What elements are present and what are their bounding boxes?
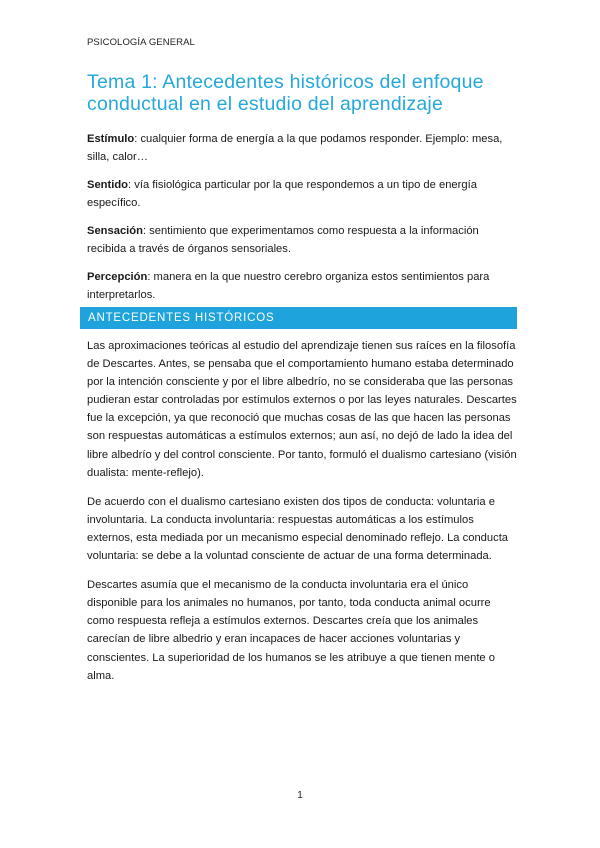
definition-item [87,222,517,258]
section-body [87,337,517,696]
page-title: Tema 1: Antecedentes históricos del enfoque conductual en el estudio del aprendizaje [87,71,484,115]
paragraph: De acuerdo con el dualismo cartesiano existen dos tipos de conducta: voluntaria e involuntaria. La conducta involuntaria: respuestas automáticas a los estímulos externos, esta mediada por un mecanismo especial denominado reflejo. La conducta voluntaria: se debe a la voluntad consciente de actuar de una forma determinada. [87,495,509,563]
running-header: PSICOLOGÍA GENERAL [87,37,195,48]
definition-term: Sensación [87,225,143,237]
definition-text: : vía fisiológica particular por la que respondemos a un tipo de energía específico. [87,179,477,209]
definition-text: : cualquier forma de energía a la que podamos responder. Ejemplo: mesa, silla, calor… [87,133,503,163]
page-number: 1 [297,790,303,801]
definition-term: Estímulo [87,133,135,145]
definition-item [87,176,517,212]
paragraph: Descartes asumía que el mecanismo de la conducta involuntaria era el único disponible para los animales no humanos, por tanto, toda conducta animal ocurre como respuesta refleja a estímulos externos. Descartes creía que los animales carecían de libre albedrio y eran incapaces de hacer acciones voluntarias y conscientes. La superioridad de los humanos se les atribuye a que tienen mente o alma. [87,579,495,682]
definition-item [87,268,517,304]
section-heading: ANTECEDENTES HISTÓRICOS [80,307,517,329]
paragraph: Las aproximaciones teóricas al estudio del aprendizaje tienen sus raíces en la filosofía de Descartes. Antes, se pensaba que el comportamiento humano estaba determinado por la intención consciente y por el libre albedrío, no se consideraba que las personas pudieran estar controladas por estímulos externos o por las leyes naturales. Descartes fue la excepción, ya que reconoció que muchas cosas de las que hacen las personas son respuestas automáticas a estímulos externos; aun así, no dejó de lado la idea del libre albedrío y del control consciente. Por tanto, formuló el dualismo cartesiano (visión dualista: mente-reflejo). [87,340,517,479]
definitions-list [87,130,517,314]
definition-term: Percepción [87,271,148,283]
definition-text: : manera en la que nuestro cerebro organiza estos sentimientos para interpretarlos. [87,271,490,301]
definition-term: Sentido [87,179,129,191]
definition-item [87,130,517,166]
definition-text: : sentimiento que experimentamos como respuesta a la información recibida a través de órganos sensoriales. [87,225,479,255]
